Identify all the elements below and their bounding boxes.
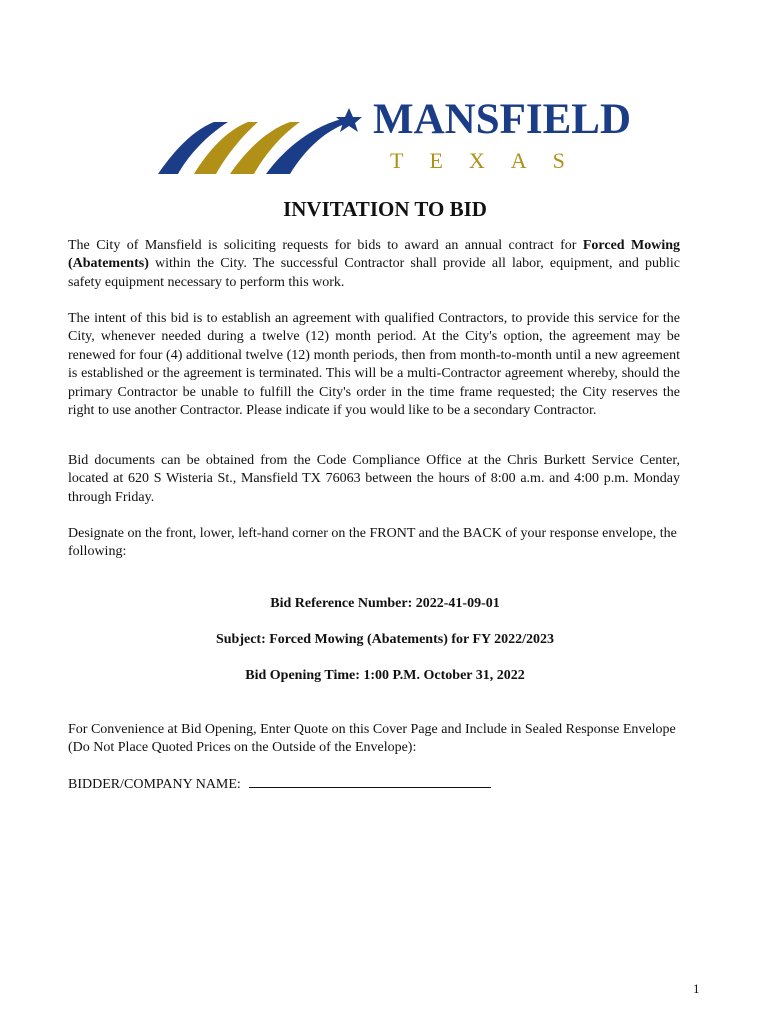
bidder-name-row: [68, 775, 491, 793]
logo-wordmark: MANSFIELD: [373, 96, 632, 143]
page-title: INVITATION TO BID: [283, 197, 487, 221]
intent-paragraph: The intent of this bid is to establish an agreement with qualified Contractors, to provide this service for the City, whenever needed during a twelve (12) month period. At the City's option, the agreement may be renewed for four (4) additional twelve (12) month periods, then from month-to-month until a new agreement is established or the agreement is terminated. This will be a multi-Contractor agreement whereby, should the primary Contractor be unable to fulfill the City's order in the time frame requested; the City reserves the right to use another Contractor. Please indicate if you would like to be a secondary Contractor.: [68, 311, 680, 419]
mansfield-logo: [150, 96, 632, 180]
bid-opening-time: Bid Opening Time: 1:00 P.M. October 31, 2022: [245, 668, 525, 683]
documents-paragraph: Bid documents can be obtained from the Code Compliance Office at the Chris Burkett Service Center, located at 620 S Wisteria St., Mansfield TX 76063 between the hours of 8:00 a.m. and 4:00 p.m. Monday through Friday.: [68, 453, 680, 505]
logo-subtitle: TEXAS: [390, 148, 591, 173]
designate-paragraph: Designate on the front, lower, left-hand corner on the FRONT and the BACK of your response envelope, the following:: [68, 526, 677, 560]
bidder-name-field[interactable]: [249, 775, 491, 788]
convenience-paragraph: For Convenience at Bid Opening, Enter Quote on this Cover Page and Include in Sealed Response Envelope (Do Not Place Quoted Prices on the Outside of the Envelope):: [68, 722, 676, 756]
intro-text-end: within the City. The successful Contractor shall provide all labor, equipment, and public safety equipment necessary to perform this work.: [68, 256, 680, 290]
intro-bold-subject: Forced Mowing (Abatements): [68, 238, 681, 272]
logo-swoosh-icon: [150, 100, 380, 180]
bid-subject: Subject: Forced Mowing (Abatements) for FY 2022/2023: [215, 632, 555, 647]
intro-text: The City of Mansfield is soliciting requests for bids to award an annual contract for: [68, 238, 583, 253]
intro-paragraph: [68, 237, 680, 292]
page-number: 1: [693, 981, 700, 996]
bidder-name-label: BIDDER/COMPANY NAME:: [68, 777, 241, 792]
bid-reference-number: Bid Reference Number: 2022-41-09-01: [270, 596, 500, 611]
